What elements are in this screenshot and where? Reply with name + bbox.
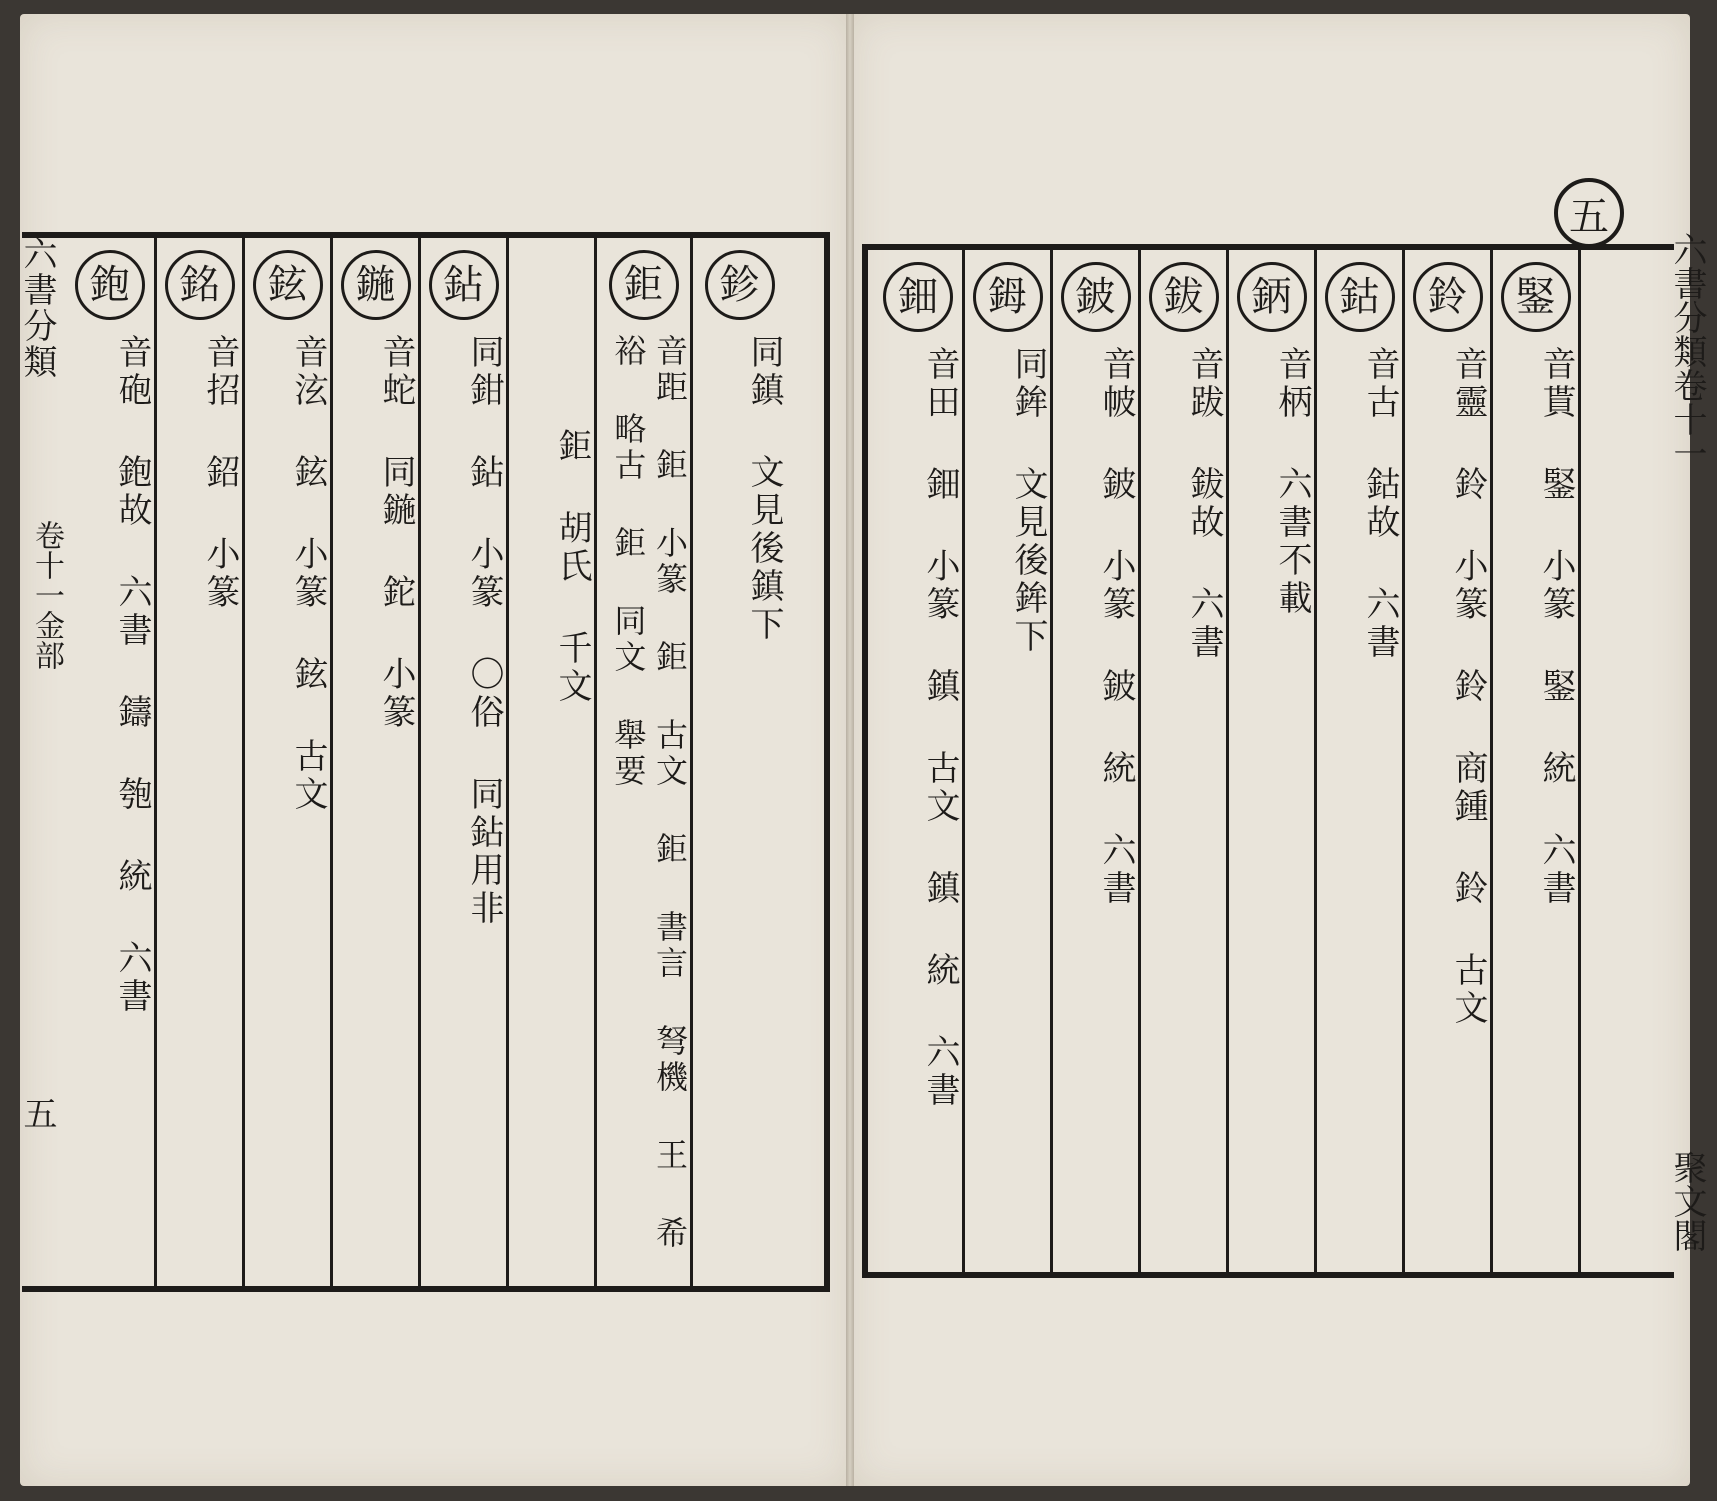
entry-column: [874, 250, 962, 1272]
entry-head-character: 鈹: [1061, 262, 1131, 332]
entry-text: 音帔 鈹 小篆 鈹 統 六書: [1096, 346, 1136, 908]
entry-text: 音泫 鉉 小篆 鉉 古文: [288, 334, 328, 814]
entry-head-character: 鍦: [341, 250, 411, 320]
entry-head-character: 鉧: [973, 262, 1043, 332]
right-edge-publisher: 聚文閣: [1667, 1150, 1707, 1252]
right-text-frame: [862, 244, 1674, 1278]
entry-head-character: 鈵: [1237, 262, 1307, 332]
entry-text: 音靈 鈴 小篆 鈴 商鍾 鈴 古文: [1448, 346, 1488, 1028]
entry-column: [1402, 250, 1490, 1272]
entry-column: [1050, 250, 1138, 1272]
entry-head-character: 鉁: [705, 250, 775, 320]
entry-column: [1226, 250, 1314, 1272]
entry-column: [242, 238, 330, 1286]
entry-column: [690, 238, 786, 1286]
entry-text: 鉅 胡氏 千文: [552, 428, 592, 706]
entry-text: 音田 鈿 小篆 鎮 古文 鎮 統 六書: [920, 346, 960, 1110]
entry-text: 音跋 鈸故 六書: [1184, 346, 1224, 662]
entry-text: 音貰 鋻 小篆 鋻 統 六書: [1536, 346, 1576, 908]
entry-column: [330, 238, 418, 1286]
entry-head-character: 鈴: [1413, 262, 1483, 332]
entry-text: 音蛇 同鍦 鉈 小篆: [376, 334, 416, 732]
entry-text: 同鉾 文見後鉾下: [1008, 346, 1048, 656]
entry-column: [154, 238, 242, 1286]
book-gutter: [846, 14, 854, 1486]
entry-head-character: 鉉: [253, 250, 323, 320]
entry-text: 音柄 六書不載: [1272, 346, 1312, 618]
entry-head-character: 鋻: [1501, 262, 1571, 332]
entry-text: 音砲 鉋故 六書 鑄 匏 統 六書: [112, 334, 152, 1016]
entry-column: [506, 238, 594, 1286]
left-edge-subtitle: 卷十一金部: [29, 520, 64, 670]
entry-column: [962, 250, 1050, 1272]
entry-text: 音古 鈷故 六書: [1360, 346, 1400, 662]
right-margin-column: [1578, 250, 1672, 1272]
right-edge-title: 六書分類卷十一: [1667, 232, 1707, 470]
entry-column: [418, 238, 506, 1286]
entry-column: [1314, 250, 1402, 1272]
entry-text: 音招 鉊 小篆: [200, 334, 240, 612]
entry-head-character: 鈷: [1325, 262, 1395, 332]
entry-text: 音距 鉅 小篆 鉅 古文 鉅 書言 弩機 王 希裕 略古 鉅 同文 舉要: [609, 334, 689, 1252]
entry-text: 同鎮 文見後鎮下: [744, 334, 784, 644]
entry-head-character: 鉆: [429, 250, 499, 320]
entry-column: [66, 238, 154, 1286]
entry-text: 同鉗 鉆 小篆 〇俗 同鉆用非: [464, 334, 504, 928]
folio-number: 五: [1554, 178, 1624, 248]
entry-head-character: 鉋: [75, 250, 145, 320]
entry-head-character: 鈸: [1149, 262, 1219, 332]
entry-column: [1138, 250, 1226, 1272]
left-edge-title: 六書分類: [17, 236, 57, 380]
left-edge-page-number: 五: [17, 1096, 57, 1130]
left-text-frame: [17, 232, 830, 1292]
entry-head-character: 銘: [165, 250, 235, 320]
entry-column: [594, 238, 690, 1286]
entry-column: [1490, 250, 1578, 1272]
entry-head-character: 鉅: [609, 250, 679, 320]
entry-head-character: 鈿: [883, 262, 953, 332]
